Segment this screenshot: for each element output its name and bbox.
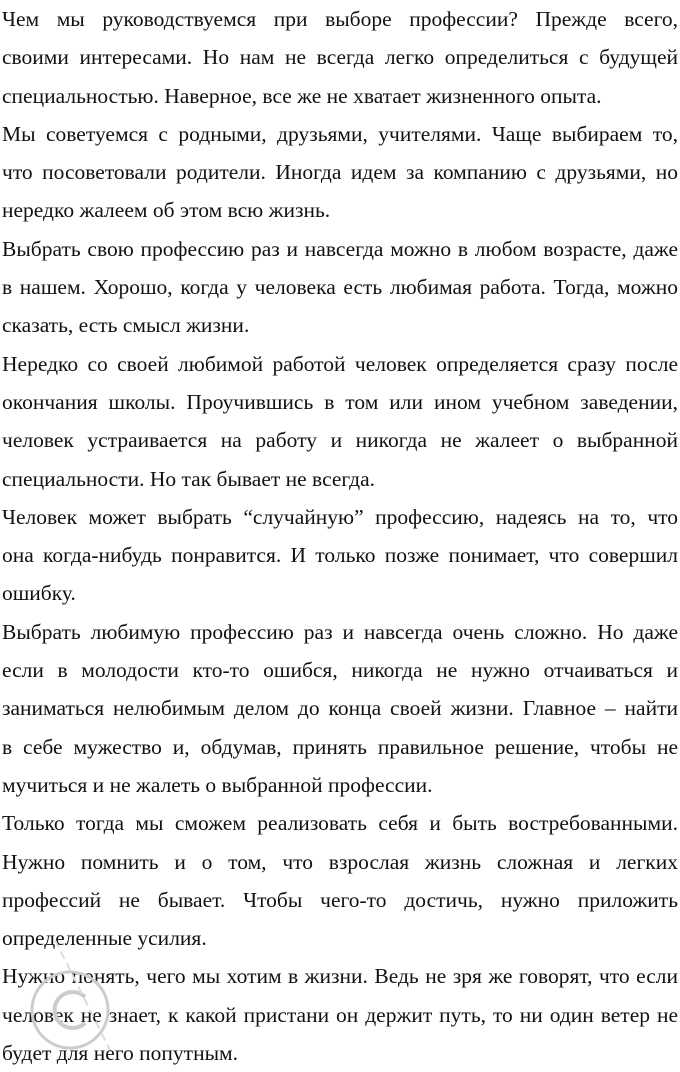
text-line: Выбрать любимую профессию раз и навсегда очень сложно. Но даже [2,619,678,644]
paragraph [2,957,678,1072]
text-line: Нужно помнить и о том, что взрослая жизнь сложная и легких [2,849,678,874]
text-line: будет для него попутным. [2,1041,238,1066]
text-line: нередко жалеем об этом всю жизнь. [2,198,331,223]
text-line: Нередко со своей любимой работой человек определяется сразу после [2,351,678,376]
document-body [2,0,678,1072]
paragraph [2,115,678,230]
paragraph [2,613,678,804]
text-line: что посоветовали родители. Иногда идем за компанию с друзьями, но [2,160,678,185]
text-line: Мы советуемся с родными, друзьями, учителями. Чаще выбираем то, [2,121,678,146]
text-line: Нужно понять, чего мы хотим в жизни. Ведь не зря же говорят, что если [2,964,678,989]
text-line: ошибку. [2,581,76,606]
text-line: профессий не бывает. Чтобы чего-то достичь, нужно приложить [2,887,678,912]
paragraph [2,0,678,115]
text-line: заниматься нелюбимым делом до конца своей жизни. Главное – найти [2,696,678,721]
text-line: в нашем. Хорошо, когда у человека есть любимая работа. Тогда, можно [2,275,678,300]
paragraph [2,230,678,345]
paragraph [2,345,678,498]
text-line: если в молодости кто-то ошибся, никогда не нужно отчаиваться и [2,658,678,683]
text-line: Выбрать свою профессию раз и навсегда можно в любом возрасте, даже [2,236,678,261]
text-line: Только тогда мы сможем реализовать себя и быть востребованными. [2,811,678,836]
text-line: Чем мы руководствуемся при выборе профессии? Прежде всего, [2,7,678,31]
paragraph [2,498,678,613]
text-line: человек устраивается на работу и никогда не жалеет о выбранной [2,428,678,453]
text-line: человек не знает, к какой пристани он держит путь, то ни один ветер не [2,1002,678,1027]
text-line: она когда-нибудь понравится. И только позже понимает, что совершил [2,543,678,568]
text-line: сказать, есть смысл жизни. [2,313,250,338]
text-line: мучиться и не жалеть о выбранной профессии. [2,772,433,797]
text-line: специальности. Но так бывает не всегда. [2,466,376,491]
text-line: определенные усилия. [2,926,207,951]
text-line: в себе мужество и, обдумав, принять правильное решение, чтобы не [2,734,678,759]
text-line: своими интересами. Но нам не всегда легко определиться с будущей [2,45,678,70]
text-line: специальностью. Наверное, все же не хватает жизненного опыта. [2,83,602,108]
text-line: окончания школы. Проучившись в том или ином учебном заведении, [2,389,678,414]
text-line: Человек может выбрать “случайную” профессию, надеясь на то, что [2,504,678,529]
paragraph [2,804,678,957]
